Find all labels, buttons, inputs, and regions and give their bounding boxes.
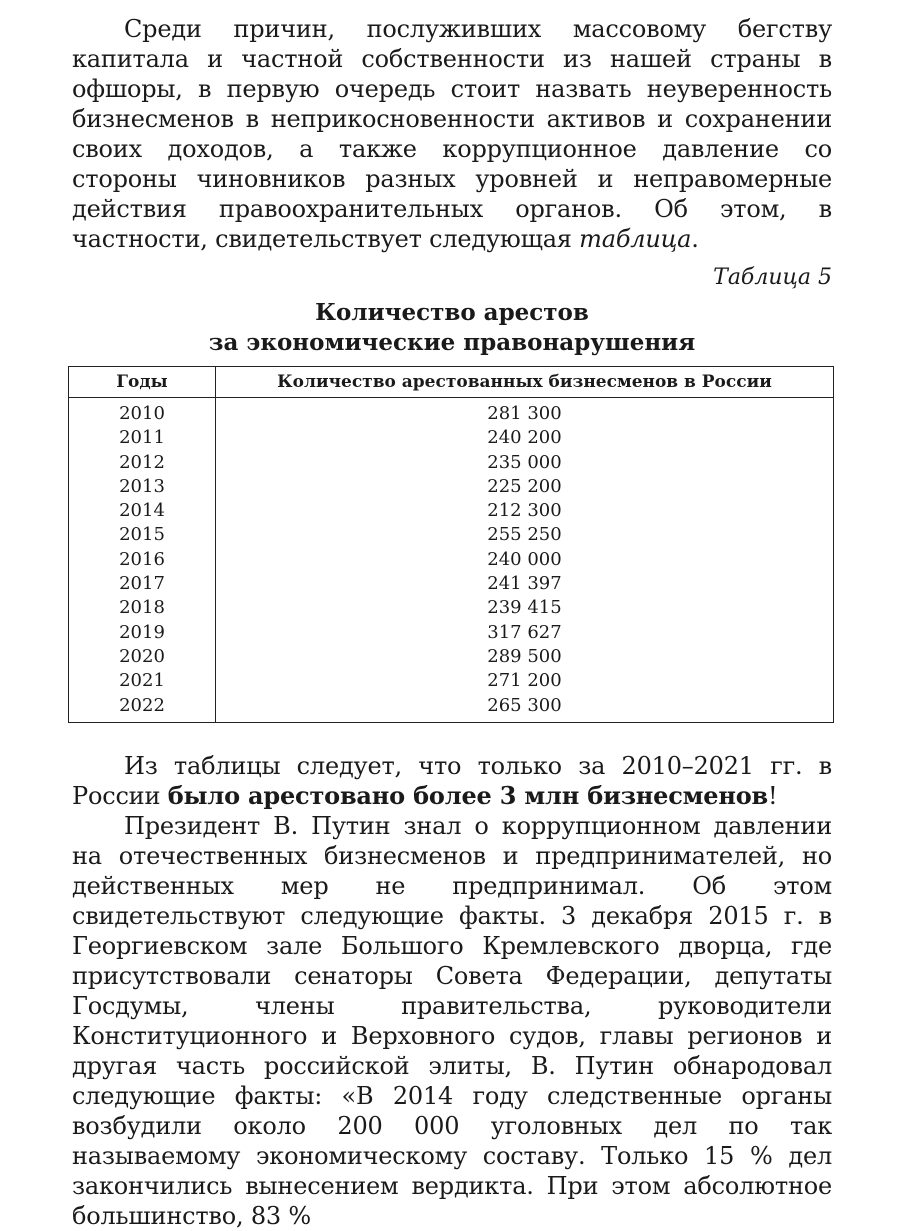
count-cell: 239 415 (487, 597, 562, 619)
count-cell: 317 627 (487, 621, 562, 643)
year-cell: 2021 (69, 669, 216, 693)
table-row (69, 426, 834, 450)
count-cell: 289 500 (487, 645, 562, 667)
table-row (69, 499, 834, 523)
year-cell: 2015 (69, 523, 216, 547)
count-cell: 212 300 (487, 500, 562, 522)
table-row (69, 621, 834, 645)
count-cell: 255 250 (487, 524, 562, 546)
year-cell: 2014 (69, 499, 216, 523)
intro-italic-word: таблица (579, 225, 692, 253)
intro-paragraph (72, 14, 832, 254)
table-row (69, 645, 834, 669)
table-row (69, 523, 834, 547)
table-row (69, 475, 834, 499)
year-cell: 2019 (69, 621, 216, 645)
conclusion-paragraph (72, 751, 832, 811)
column-header-years: Годы (69, 367, 216, 398)
count-cell: 240 000 (487, 548, 562, 570)
table-title-line-2: за экономические правонарушения (208, 329, 696, 356)
year-cell: 2017 (69, 572, 216, 596)
intro-text: Среди причин, послуживших массовому бегству капитала и частной собственности из нашей страны в офшоры, в первую очередь стоит назвать неуверенность бизнесменов в неприкосновенности активов и сохранении своих доходов, а также коррупционное давление со стороны чиновников разных уровней и неправомерные действия правоохранительных органов. Об этом, в частности, свидетельствует следующая (72, 15, 832, 253)
conclusion-bold: было арестовано более 3 млн бизнесменов (167, 780, 769, 810)
putin-paragraph: Президент В. Путин знал о коррупционном давлении на отечественных бизнесменов и предпринимателей, но действенных мер не предпринимал. Об этом свидетельствуют следующие факты. 3 декабря 2015 г. в Георгиевском зале Большого Кремлевского дворца, где присутствовали сенаторы Совета Федерации, депутаты Госдумы, члены правительства, руководители Конституционного и Верховного судов, главы регионов и другая часть российской элиты, В. Путин обнародовал следующие факты: «В 2014 году следственные органы возбудили около 200 000 уголовных дел по так называемому экономическому составу. Только 15 % дел закончились вынесением вердикта. При этом абсолютное большинство, 83 % (72, 811, 832, 1230)
count-cell: 241 397 (487, 573, 562, 595)
intro-end: . (691, 225, 699, 253)
year-cell: 2016 (69, 548, 216, 572)
count-cell: 281 300 (487, 403, 562, 424)
table-title (72, 298, 832, 358)
count-cell: 235 000 (487, 451, 562, 473)
year-cell: 2013 (69, 475, 216, 499)
count-cell: 225 200 (487, 475, 562, 497)
conclusion-end: ! (768, 781, 778, 810)
arrests-table (68, 366, 834, 723)
year-cell: 2022 (69, 694, 216, 723)
table-row (69, 398, 834, 427)
column-header-count: Количество арестованных бизнесменов в России (216, 367, 834, 398)
table-row (69, 572, 834, 596)
count-cell: 271 200 (487, 670, 562, 692)
table-row (69, 596, 834, 620)
year-cell: 2020 (69, 645, 216, 669)
table-title-line-1: Количество арестов (315, 299, 589, 326)
count-cell: 265 300 (487, 694, 562, 716)
table-row (69, 548, 834, 572)
conclusion-text: Из таблицы следует, что только за 2010–2021 гг. в России (72, 751, 832, 810)
year-cell: 2012 (69, 451, 216, 475)
year-cell: 2011 (69, 426, 216, 450)
table-row (69, 694, 834, 723)
table-row (69, 669, 834, 693)
year-cell: 2010 (69, 398, 216, 427)
table-row (69, 451, 834, 475)
table-header-row (69, 367, 834, 398)
table-number-label: Таблица 5 (713, 265, 832, 290)
year-cell: 2018 (69, 596, 216, 620)
count-cell: 240 200 (487, 427, 562, 449)
document-page (72, 14, 832, 1231)
table-body (69, 398, 834, 723)
